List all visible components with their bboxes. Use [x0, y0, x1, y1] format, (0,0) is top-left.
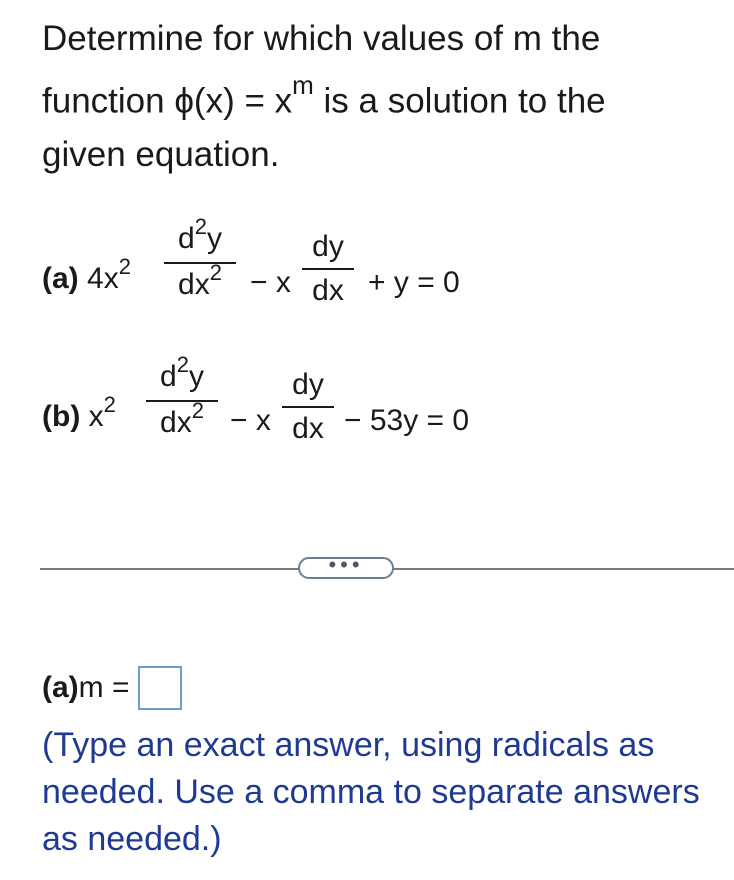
- exponent-m: m: [292, 70, 314, 100]
- fraction-denominator: dx: [292, 412, 324, 445]
- fraction-denominator: [146, 398, 218, 442]
- fraction-numerator: dy: [312, 230, 344, 263]
- question-line-3: given equation.: [42, 134, 280, 174]
- variable-y: y: [206, 222, 222, 255]
- fraction-bar: [164, 262, 236, 264]
- answer-hint: (Type an exact answer, using radicals as needed. Use a comma to separate answers as needed.): [42, 726, 700, 858]
- question-text: is a solution to the: [313, 81, 606, 121]
- equation-a-tail: + y = 0: [368, 266, 460, 299]
- d-symbol: d: [160, 360, 177, 393]
- question-text: function: [42, 81, 175, 121]
- variable-y: y: [188, 360, 204, 393]
- dx-symbol: dx: [160, 406, 192, 439]
- phi-symbol: ϕ: [174, 81, 194, 121]
- equation-b-coef-exp: 2: [103, 392, 116, 417]
- equation-a-second-derivative: [164, 214, 236, 304]
- answer-row: [42, 666, 182, 710]
- answer-input[interactable]: [138, 666, 182, 710]
- exponent: 2: [176, 352, 189, 377]
- exponent: 2: [191, 398, 204, 423]
- more-dots-icon: •••: [328, 552, 364, 577]
- exponent: 2: [209, 260, 222, 285]
- fraction-bar: [302, 268, 354, 270]
- fraction-numerator: [146, 352, 218, 396]
- equation-a-coef: 4x: [87, 262, 119, 295]
- equation-b-op1: − x: [230, 404, 271, 437]
- answer-label: (a): [42, 671, 79, 704]
- d-symbol: d: [178, 222, 195, 255]
- question-line-1: Determine for which values of m the: [42, 19, 601, 58]
- fraction-bar: [146, 400, 218, 402]
- fraction-numerator: dy: [292, 368, 324, 401]
- answer-variable: m =: [78, 671, 130, 704]
- equation-a-op1: − x: [250, 266, 291, 299]
- fraction-denominator: [164, 260, 236, 304]
- expand-more-button[interactable]: [298, 552, 394, 579]
- equation-b-lead: [42, 392, 116, 434]
- question-prompt: [42, 12, 702, 181]
- exponent: 2: [194, 214, 207, 239]
- equation-b-second-derivative: [146, 352, 218, 442]
- equation-a-label: (a): [42, 262, 79, 295]
- equation-a-first-derivative: [302, 230, 354, 308]
- equation-b-first-derivative: [282, 368, 334, 446]
- fraction-numerator: [164, 214, 236, 258]
- dx-symbol: dx: [178, 268, 210, 301]
- fraction-denominator: dx: [312, 274, 344, 307]
- equation-a-lead: [42, 254, 131, 296]
- equation-b-coef: x: [88, 400, 104, 433]
- fraction-bar: [282, 406, 334, 408]
- equation-a-coef-exp: 2: [118, 254, 131, 279]
- question-line-2: [42, 65, 702, 128]
- question-text: (x) = x: [193, 81, 293, 121]
- equation-b-tail: − 53y = 0: [344, 404, 470, 437]
- equation-b-label: (b): [42, 400, 81, 433]
